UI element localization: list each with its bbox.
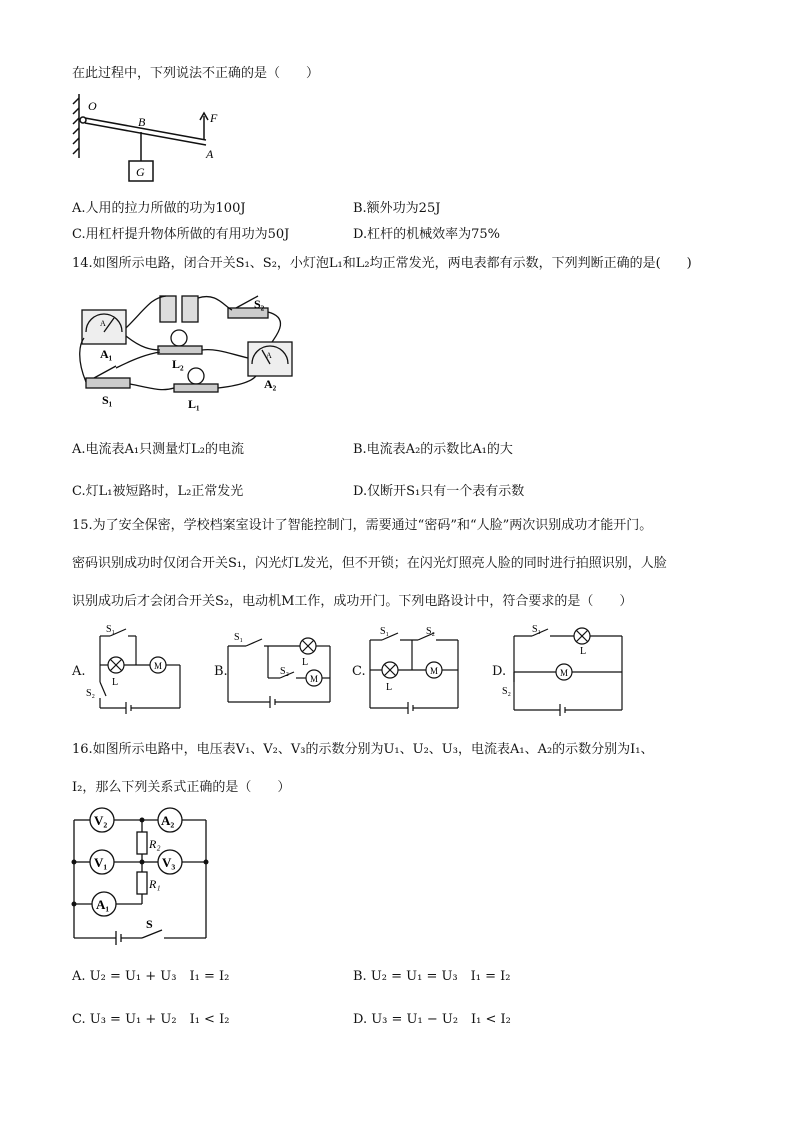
circuit-d-l: L	[580, 646, 587, 657]
label-a1: A₁	[96, 897, 110, 912]
q15-line-3: 识别成功后才会闭合开关S₂，电动机M工作，成功开门。下列电路设计中，符合要求的是（ ）	[72, 594, 633, 609]
label-o: O	[88, 99, 97, 113]
circuit-b-s1: S₁	[234, 632, 244, 643]
q15-circuit-c	[364, 624, 474, 718]
q16-option-b: B. U₂ = U₁ = U₃ I₁ = I₂	[353, 969, 511, 984]
q14-circuit-figure	[76, 288, 306, 418]
circuit-c-s1: S₁	[380, 626, 390, 637]
q15-circuit-a	[86, 620, 186, 720]
circuit-c-s2: S₂	[426, 626, 436, 637]
label-a1: A₁	[100, 347, 113, 361]
q13-option-a: A.人用的拉力所做的功为100J	[72, 201, 246, 216]
label-s1: S₁	[102, 393, 113, 407]
circuit-a-l: L	[112, 677, 119, 688]
q16-circuit-figure	[70, 806, 220, 948]
q15-circuit-d	[502, 622, 634, 718]
meter-a2-letter: A	[266, 351, 272, 360]
q14-option-a: A.电流表A₁只测量灯L₂的电流	[72, 442, 244, 457]
label-b: B	[138, 115, 146, 129]
label-v3: V₃	[162, 855, 176, 870]
circuit-b-l: L	[302, 657, 309, 668]
label-g: G	[136, 165, 145, 179]
q15-option-d-label: D.	[492, 664, 507, 679]
circuit-a-s2: S₂	[86, 688, 96, 699]
label-v2: V₂	[94, 813, 108, 828]
q16-option-a: A. U₂ = U₁ + U₃ I₁ = I₂	[72, 969, 230, 984]
q14-option-b: B.电流表A₂的示数比A₁的大	[353, 442, 513, 457]
label-f: F	[210, 111, 218, 125]
q15-option-b-label: B.	[214, 664, 228, 679]
q15-line-2: 密码识别成功时仅闭合开关S₁，闪光灯L发光，但不开锁；在闪光灯照亮人脸的同时进行拍照识别，人脸	[72, 556, 667, 571]
q15-circuit-b	[226, 628, 346, 710]
q16-line-2: I₂，那么下列关系式正确的是（ ）	[72, 780, 291, 795]
circuit-d-s1: S₁	[532, 624, 542, 635]
circuit-a-m: M	[154, 661, 163, 671]
q14-option-d: D.仅断开S₁只有一个表有示数	[353, 484, 525, 499]
label-r1: R₁	[149, 877, 161, 891]
label-l1: L₁	[188, 397, 200, 411]
q15-option-a-label: A.	[72, 664, 86, 679]
label-a2: A₂	[161, 813, 175, 828]
label-v1: V₁	[94, 855, 108, 870]
q16-line-1: 16.如图所示电路中，电压表V₁、V₂、V₃的示数分别为U₁、U₂、U₃，电流表A₁、A₂的示数分别为I₁、	[72, 742, 654, 757]
circuit-d-m: M	[560, 668, 569, 678]
q14-stem: 14.如图所示电路，闭合开关S₁、S₂，小灯泡L₁和L₂均正常发光，两电表都有示数，下列判断正确的是( )	[72, 256, 692, 271]
q13-option-b: B.额外功为25J	[353, 201, 441, 216]
label-r2: R₂	[149, 837, 161, 851]
q13-lever-figure	[70, 88, 230, 188]
q14-option-c: C.灯L₁被短路时，L₂正常发光	[72, 484, 244, 499]
q16-option-d: D. U₃ = U₁ − U₂ I₁ < I₂	[353, 1012, 511, 1027]
circuit-b-s2: S₂	[280, 666, 290, 677]
meter-a1-letter: A	[100, 319, 106, 328]
label-a: A	[206, 147, 214, 161]
q13-option-c: C.用杠杆提升物体所做的有用功为50J	[72, 227, 290, 242]
q13-stem: 在此过程中，下列说法不正确的是（ ）	[72, 66, 320, 81]
circuit-d-s2: S₂	[502, 686, 512, 697]
label-a2: A₂	[264, 377, 277, 391]
circuit-c-m: M	[430, 666, 439, 676]
circuit-a-s1: S₁	[106, 624, 116, 635]
circuit-c-l: L	[386, 682, 393, 693]
q16-option-c: C. U₃ = U₁ + U₂ I₁ < I₂	[72, 1012, 230, 1027]
circuit-b-m: M	[310, 674, 319, 684]
q13-option-d: D.杠杆的机械效率为75%	[353, 227, 500, 242]
label-s2: S₂	[254, 297, 265, 311]
q15-line-1: 15.为了安全保密，学校档案室设计了智能控制门，需要通过“密码”和“人脸”两次识别成功才能开门。	[72, 518, 653, 533]
q15-option-c-label: C.	[352, 664, 366, 679]
label-l2: L₂	[172, 357, 184, 371]
label-s: S	[146, 917, 153, 931]
